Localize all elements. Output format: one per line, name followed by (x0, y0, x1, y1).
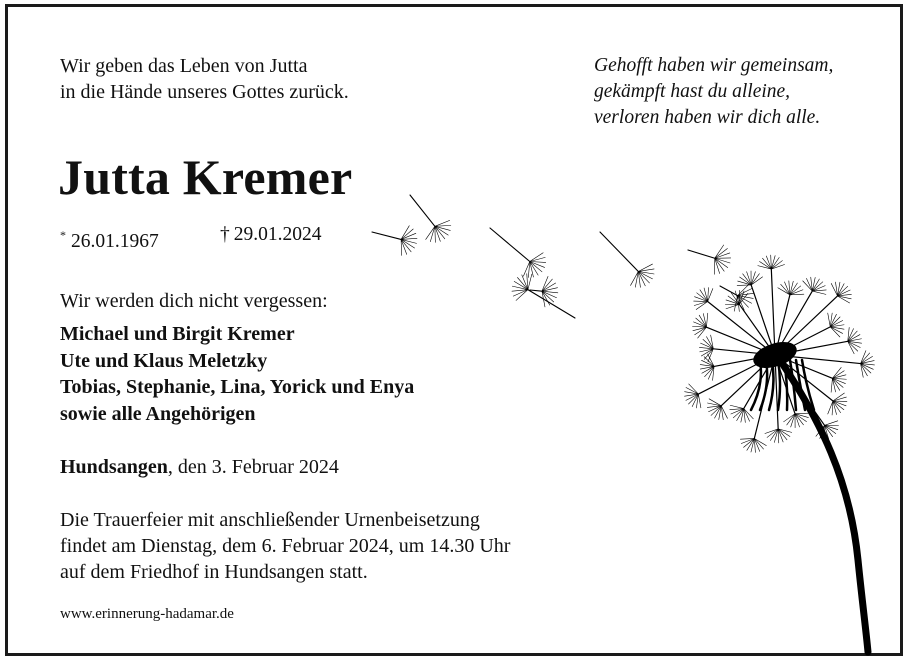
seed-fluff (781, 284, 790, 295)
seed-fluff (694, 302, 707, 306)
seed-fluff (787, 414, 795, 425)
seed-fluff (751, 274, 759, 285)
seed-stalk (720, 286, 738, 296)
seed-fluff (833, 401, 837, 415)
seed-fluff (737, 285, 751, 286)
intro-line: Wir geben das Leben von Jutta (60, 55, 308, 77)
seed-fluff (790, 283, 797, 295)
seed-fluff (695, 327, 707, 335)
seed-fluff (791, 414, 795, 427)
death-symbol: † (220, 224, 230, 245)
intro-line: in die Hände unseres Gottes zurück. (60, 81, 349, 103)
seed-fluff (803, 281, 813, 291)
seed-fluff (795, 413, 809, 414)
seed-fluff (706, 313, 707, 327)
seed-fluff (747, 438, 754, 450)
seed-stalk (771, 269, 775, 355)
seed-stalk (410, 195, 435, 226)
mourner-line: Michael und Birgit Kremer (60, 323, 295, 345)
seed-fluff (771, 256, 775, 269)
seed-fluff (426, 226, 435, 239)
seed-fluff (715, 253, 730, 258)
birth-date-value: 26.01.1967 (71, 231, 159, 252)
seed-fluff (795, 414, 807, 422)
seed-fluff (715, 248, 728, 258)
seed-fluff (715, 245, 724, 258)
seed-fluff (695, 297, 708, 302)
seed-fluff (726, 304, 739, 308)
seed-fluff (751, 277, 762, 285)
seed-fluff (435, 226, 445, 239)
seed-fluff (848, 341, 858, 351)
seed-fluff (696, 302, 707, 310)
place: Hundsangen (60, 456, 168, 478)
seed-fluff (715, 258, 728, 267)
seed-fluff (401, 239, 414, 248)
seed-fluff (715, 258, 730, 263)
seed-fluff (700, 290, 708, 302)
quote-line: Gehofft haben wir gemeinsam, (594, 55, 834, 76)
seed-fluff (516, 290, 528, 301)
seed-fluff (828, 313, 831, 327)
seed-fluff (697, 293, 708, 302)
seed-fluff (435, 226, 448, 235)
hanging-seed (751, 360, 761, 410)
website-link[interactable]: www.erinnerung-hadamar.de (60, 606, 234, 622)
seed-fluff (401, 239, 417, 243)
mourner-line: sowie alle Angehörigen (60, 402, 256, 425)
seed-fluff (730, 405, 744, 408)
seed-fluff (771, 264, 784, 269)
seed-fluff (401, 229, 413, 239)
quote-line: gekämpft hast du alleine, (594, 81, 791, 102)
death-date-value: 29.01.2024 (233, 224, 322, 245)
seed-fluff (825, 425, 836, 433)
seed-fluff (530, 261, 538, 275)
service-line: findet am Dienstag, dem 6. Februar 2024, um 14.30 Uhr (60, 535, 511, 557)
seed-fluff (704, 357, 714, 367)
seed-fluff (784, 414, 795, 422)
quote-line: verloren haben wir dich alle. (594, 107, 821, 128)
hanging-seed (778, 360, 780, 410)
birth-symbol: * (60, 228, 66, 242)
seed-fluff (833, 401, 841, 413)
seed-fluff (767, 429, 778, 438)
seed-fluff (698, 394, 701, 408)
seed-fluff (435, 226, 450, 230)
seed-fluff (530, 257, 545, 261)
seed-stalk (372, 232, 401, 239)
seed-fluff (825, 421, 838, 425)
seed-fluff (795, 414, 808, 418)
seed-fluff (542, 276, 548, 291)
seed-fluff (530, 253, 543, 262)
seed-stalk (528, 290, 575, 318)
seed-fluff (401, 239, 402, 255)
seed-fluff (401, 239, 407, 254)
service-line: Die Trauerfeier mit anschließender Urnenbeisetzung (60, 509, 480, 531)
seed-fluff (715, 258, 720, 273)
seed-fluff (833, 393, 844, 401)
service-line: auf dem Friedhof in Hundsangen statt. (60, 561, 368, 583)
seed-fluff (833, 397, 846, 401)
seed-fluff (715, 258, 724, 271)
seed-fluff (825, 425, 838, 429)
seed-fluff (760, 262, 772, 270)
seed-fluff (831, 378, 832, 392)
mourning-line: Wir werden dich nicht vergessen: (60, 290, 328, 312)
dandelion-stem (780, 360, 868, 652)
seed-fluff (795, 414, 800, 427)
mourner-line: Tobias, Stephanie, Lina, Yorick und Enya (60, 376, 415, 398)
seed-stalk (600, 232, 638, 271)
seed-fluff (833, 401, 846, 406)
seed-fluff (435, 226, 440, 241)
seed-fluff (704, 288, 708, 302)
date: , den 3. Februar 2024 (167, 456, 339, 478)
seed-stalk (688, 250, 715, 258)
seed-fluff (832, 371, 844, 379)
seed-fluff (740, 277, 752, 285)
seed-fluff (812, 291, 826, 294)
seed-stalk (530, 290, 542, 291)
seed-fluff (774, 429, 778, 442)
seed-fluff (430, 226, 435, 241)
seed-fluff (401, 239, 411, 251)
seed-fluff (771, 261, 782, 270)
seed-fluff (833, 401, 844, 410)
seed-fluff (751, 272, 755, 285)
deceased-name: Jutta Kremer (58, 149, 353, 205)
seed-fluff (771, 258, 779, 270)
seed-fluff (770, 429, 778, 441)
seed-fluff (795, 414, 803, 425)
seed-fluff (401, 226, 409, 240)
seed-fluff (743, 274, 751, 285)
seed-stalk (490, 228, 530, 261)
mourner-line: Ute und Klaus Meletzky (60, 349, 268, 372)
seed-fluff (754, 438, 763, 449)
seed-fluff (747, 272, 752, 285)
seed-fluff (726, 300, 739, 304)
seed-fluff (765, 429, 778, 434)
seed-fluff (778, 429, 790, 437)
